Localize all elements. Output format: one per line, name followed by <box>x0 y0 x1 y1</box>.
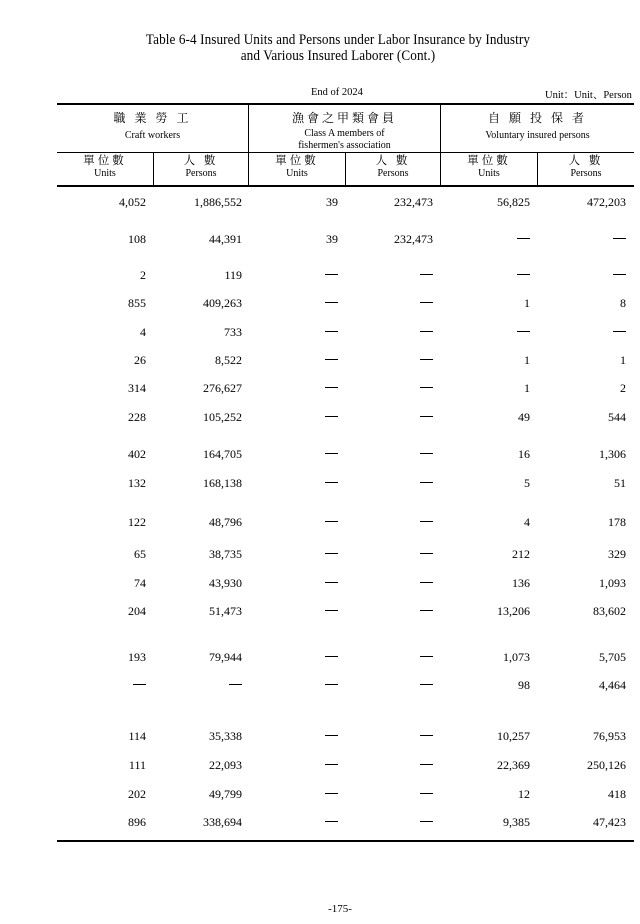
table-cell: 8,522 <box>215 353 242 367</box>
table-cell <box>420 729 433 743</box>
table-cell: 49 <box>518 410 530 424</box>
dash-mark <box>325 582 338 583</box>
table-cell: 2 <box>620 381 626 395</box>
table-cell: 232,473 <box>394 195 433 209</box>
table-cell: 79,944 <box>209 650 242 664</box>
dash-mark <box>420 764 433 765</box>
group-header-en: Voluntary insured persons <box>485 130 590 141</box>
table-cell: 1,093 <box>599 576 626 590</box>
dash-mark <box>517 238 530 239</box>
table-cell: 418 <box>608 787 626 801</box>
table-cell: 26 <box>134 353 146 367</box>
table-cell <box>613 268 626 282</box>
table-cell <box>517 325 530 339</box>
table-cell <box>420 576 433 590</box>
table-cell <box>420 678 433 692</box>
dash-mark <box>420 582 433 583</box>
page-number: -175- <box>328 903 352 915</box>
table-cell: 276,627 <box>203 381 242 395</box>
table-cell: 409,263 <box>203 296 242 310</box>
table-cell: 472,203 <box>587 195 626 209</box>
table-cell: 136 <box>512 576 530 590</box>
table-cell <box>420 325 433 339</box>
subheader-zh: 單位數 <box>275 155 319 167</box>
table-cell: 43,930 <box>209 576 242 590</box>
table-cell: 733 <box>224 325 242 339</box>
table-cell: 105,252 <box>203 410 242 424</box>
table-cell <box>325 476 338 490</box>
subheader-units <box>249 153 345 185</box>
table-cell: 51,473 <box>209 604 242 618</box>
table-cell: 1 <box>620 353 626 367</box>
table-cell <box>420 787 433 801</box>
subheader-en: Units <box>94 168 116 179</box>
table-cell: 44,391 <box>209 232 242 246</box>
table-cell: 76,953 <box>593 729 626 743</box>
table-cell: 164,705 <box>203 447 242 461</box>
table-cell <box>325 410 338 424</box>
table-cell: 855 <box>128 296 146 310</box>
table-cell <box>325 268 338 282</box>
subheader-en: Persons <box>570 168 602 179</box>
dash-mark <box>325 482 338 483</box>
group-header-zh: 職 業 勞 工 <box>113 111 192 125</box>
table-cell <box>420 604 433 618</box>
dash-mark <box>229 684 242 685</box>
table-cell: 544 <box>608 410 626 424</box>
table-cell <box>420 758 433 772</box>
table-cell: 314 <box>128 381 146 395</box>
table-cell <box>420 815 433 829</box>
table-cell <box>325 353 338 367</box>
table-cell: 39 <box>326 195 338 209</box>
dash-mark <box>420 793 433 794</box>
table-cell: 74 <box>134 576 146 590</box>
table-cell: 114 <box>128 729 146 743</box>
table-cell: 338,694 <box>203 815 242 829</box>
table-title <box>41 32 636 64</box>
table-cell: 1 <box>524 381 530 395</box>
dash-mark <box>517 274 530 275</box>
table-cell: 896 <box>128 815 146 829</box>
dash-mark <box>325 416 338 417</box>
dash-mark <box>420 482 433 483</box>
subheader-units <box>441 153 537 185</box>
title-line-2: and Various Insured Laborer (Cont.) <box>240 48 436 64</box>
dash-mark <box>325 453 338 454</box>
group-header-zh: 自 願 投 保 者 <box>487 111 587 125</box>
table-cell <box>325 547 338 561</box>
table-cell <box>325 758 338 772</box>
table-cell: 5,705 <box>599 650 626 664</box>
table-cell: 38,735 <box>209 547 242 561</box>
title-line-1: Table 6-4 Insured Units and Persons under Labor Insurance by Industry <box>145 32 531 48</box>
table-cell: 132 <box>128 476 146 490</box>
table-cell: 111 <box>128 758 146 772</box>
dash-mark <box>325 684 338 685</box>
dash-mark <box>420 302 433 303</box>
table-cell: 1,886,552 <box>194 195 242 209</box>
table-cell <box>613 232 626 246</box>
dash-mark <box>420 553 433 554</box>
table-cell <box>420 650 433 664</box>
table-cell <box>325 729 338 743</box>
table-cell: 4,464 <box>599 678 626 692</box>
dash-mark <box>420 331 433 332</box>
table-cell <box>420 515 433 529</box>
subheader-zh: 單位數 <box>467 155 511 167</box>
table-cell <box>420 547 433 561</box>
table-cell <box>325 325 338 339</box>
table-cell: 193 <box>128 650 146 664</box>
dash-mark <box>613 331 626 332</box>
table-cell: 329 <box>608 547 626 561</box>
dash-mark <box>420 656 433 657</box>
subheader-zh: 人 數 <box>568 155 604 167</box>
dash-mark <box>420 416 433 417</box>
dash-mark <box>420 387 433 388</box>
table-cell <box>420 296 433 310</box>
dash-mark <box>613 274 626 275</box>
table-cell: 2 <box>140 268 146 282</box>
table-cell <box>420 476 433 490</box>
subheader-persons <box>538 153 634 185</box>
dash-mark <box>420 821 433 822</box>
subheader-en: Persons <box>185 168 217 179</box>
group-header-voluntary <box>441 105 634 152</box>
dash-mark <box>517 331 530 332</box>
table-cell: 168,138 <box>203 476 242 490</box>
table-cell <box>325 576 338 590</box>
dash-mark <box>325 331 338 332</box>
table-cell: 49,799 <box>209 787 242 801</box>
subheader-zh: 人 數 <box>375 155 411 167</box>
table-cell: 108 <box>128 232 146 246</box>
subheader-persons <box>154 153 248 185</box>
dash-mark <box>420 684 433 685</box>
subheader-en: Units <box>286 168 308 179</box>
table-cell: 4 <box>524 515 530 529</box>
subheader-divider <box>57 185 634 187</box>
table-cell: 47,423 <box>593 815 626 829</box>
dash-mark <box>325 764 338 765</box>
period-label: End of 2024 <box>311 87 363 98</box>
table-cell: 39 <box>326 232 338 246</box>
table-cell: 1,306 <box>599 447 626 461</box>
subheader-zh: 人 數 <box>183 155 219 167</box>
table-cell: 119 <box>224 268 242 282</box>
table-cell: 9,385 <box>503 815 530 829</box>
subheader-en: Units <box>478 168 500 179</box>
table-cell <box>325 447 338 461</box>
table-cell: 178 <box>608 515 626 529</box>
dash-mark <box>420 735 433 736</box>
subheader-zh: 單位數 <box>83 155 127 167</box>
table-cell: 16 <box>518 447 530 461</box>
dash-mark <box>420 359 433 360</box>
table-cell: 1 <box>524 296 530 310</box>
dash-mark <box>325 521 338 522</box>
table-cell <box>517 268 530 282</box>
table-cell <box>325 650 338 664</box>
table-cell <box>325 815 338 829</box>
table-cell: 22,093 <box>209 758 242 772</box>
subheader-en: Persons <box>377 168 409 179</box>
table-cell: 250,126 <box>587 758 626 772</box>
table-cell: 8 <box>620 296 626 310</box>
subheader-persons <box>346 153 440 185</box>
dash-mark <box>325 821 338 822</box>
table-cell: 122 <box>128 515 146 529</box>
dash-mark <box>325 274 338 275</box>
table-cell: 48,796 <box>209 515 242 529</box>
table-cell: 212 <box>512 547 530 561</box>
group-header-craft-workers <box>57 105 248 152</box>
table-cell <box>613 325 626 339</box>
dash-mark <box>420 610 433 611</box>
table-cell: 35,338 <box>209 729 242 743</box>
dash-mark <box>325 387 338 388</box>
table-cell: 98 <box>518 678 530 692</box>
table-cell: 4 <box>140 325 146 339</box>
table-cell <box>229 678 242 692</box>
group-header-fishermen <box>249 105 440 152</box>
group-header-en: Class A members of <box>304 128 385 139</box>
dash-mark <box>133 684 146 685</box>
table-cell: 65 <box>134 547 146 561</box>
table-cell <box>420 447 433 461</box>
dash-mark <box>325 610 338 611</box>
table-cell <box>325 604 338 618</box>
table-cell: 51 <box>614 476 626 490</box>
dash-mark <box>613 238 626 239</box>
dash-mark <box>325 359 338 360</box>
unit-label: Unit：Unit、Person <box>545 90 632 101</box>
dash-mark <box>325 793 338 794</box>
table-cell: 10,257 <box>497 729 530 743</box>
table-cell <box>325 381 338 395</box>
dash-mark <box>325 553 338 554</box>
table-cell <box>517 232 530 246</box>
table-cell: 83,602 <box>593 604 626 618</box>
table-cell <box>133 678 146 692</box>
group-header-zh: 漁會之甲類會員 <box>291 111 397 125</box>
dash-mark <box>420 521 433 522</box>
table-cell: 56,825 <box>497 195 530 209</box>
table-cell <box>420 410 433 424</box>
table-cell <box>325 678 338 692</box>
table-cell: 22,369 <box>497 758 530 772</box>
table-cell <box>420 381 433 395</box>
table-cell: 13,206 <box>497 604 530 618</box>
table-cell: 402 <box>128 447 146 461</box>
table-cell: 5 <box>524 476 530 490</box>
dash-mark <box>325 735 338 736</box>
subheader-units <box>57 153 153 185</box>
table-cell <box>325 515 338 529</box>
dash-mark <box>420 274 433 275</box>
table-cell: 1 <box>524 353 530 367</box>
table-bottom-rule <box>57 840 634 842</box>
dash-mark <box>420 453 433 454</box>
table-cell <box>325 787 338 801</box>
table-cell: 204 <box>128 604 146 618</box>
table-cell: 232,473 <box>394 232 433 246</box>
table-cell: 228 <box>128 410 146 424</box>
table-cell <box>420 353 433 367</box>
table-cell <box>420 268 433 282</box>
table-cell: 12 <box>518 787 530 801</box>
dash-mark <box>325 302 338 303</box>
table-cell: 4,052 <box>119 195 146 209</box>
dash-mark <box>325 656 338 657</box>
group-header-en-line-2: fishermen's association <box>298 140 391 151</box>
table-cell: 1,073 <box>503 650 530 664</box>
table-cell: 202 <box>128 787 146 801</box>
group-header-en: Craft workers <box>124 130 181 141</box>
table-cell <box>325 296 338 310</box>
